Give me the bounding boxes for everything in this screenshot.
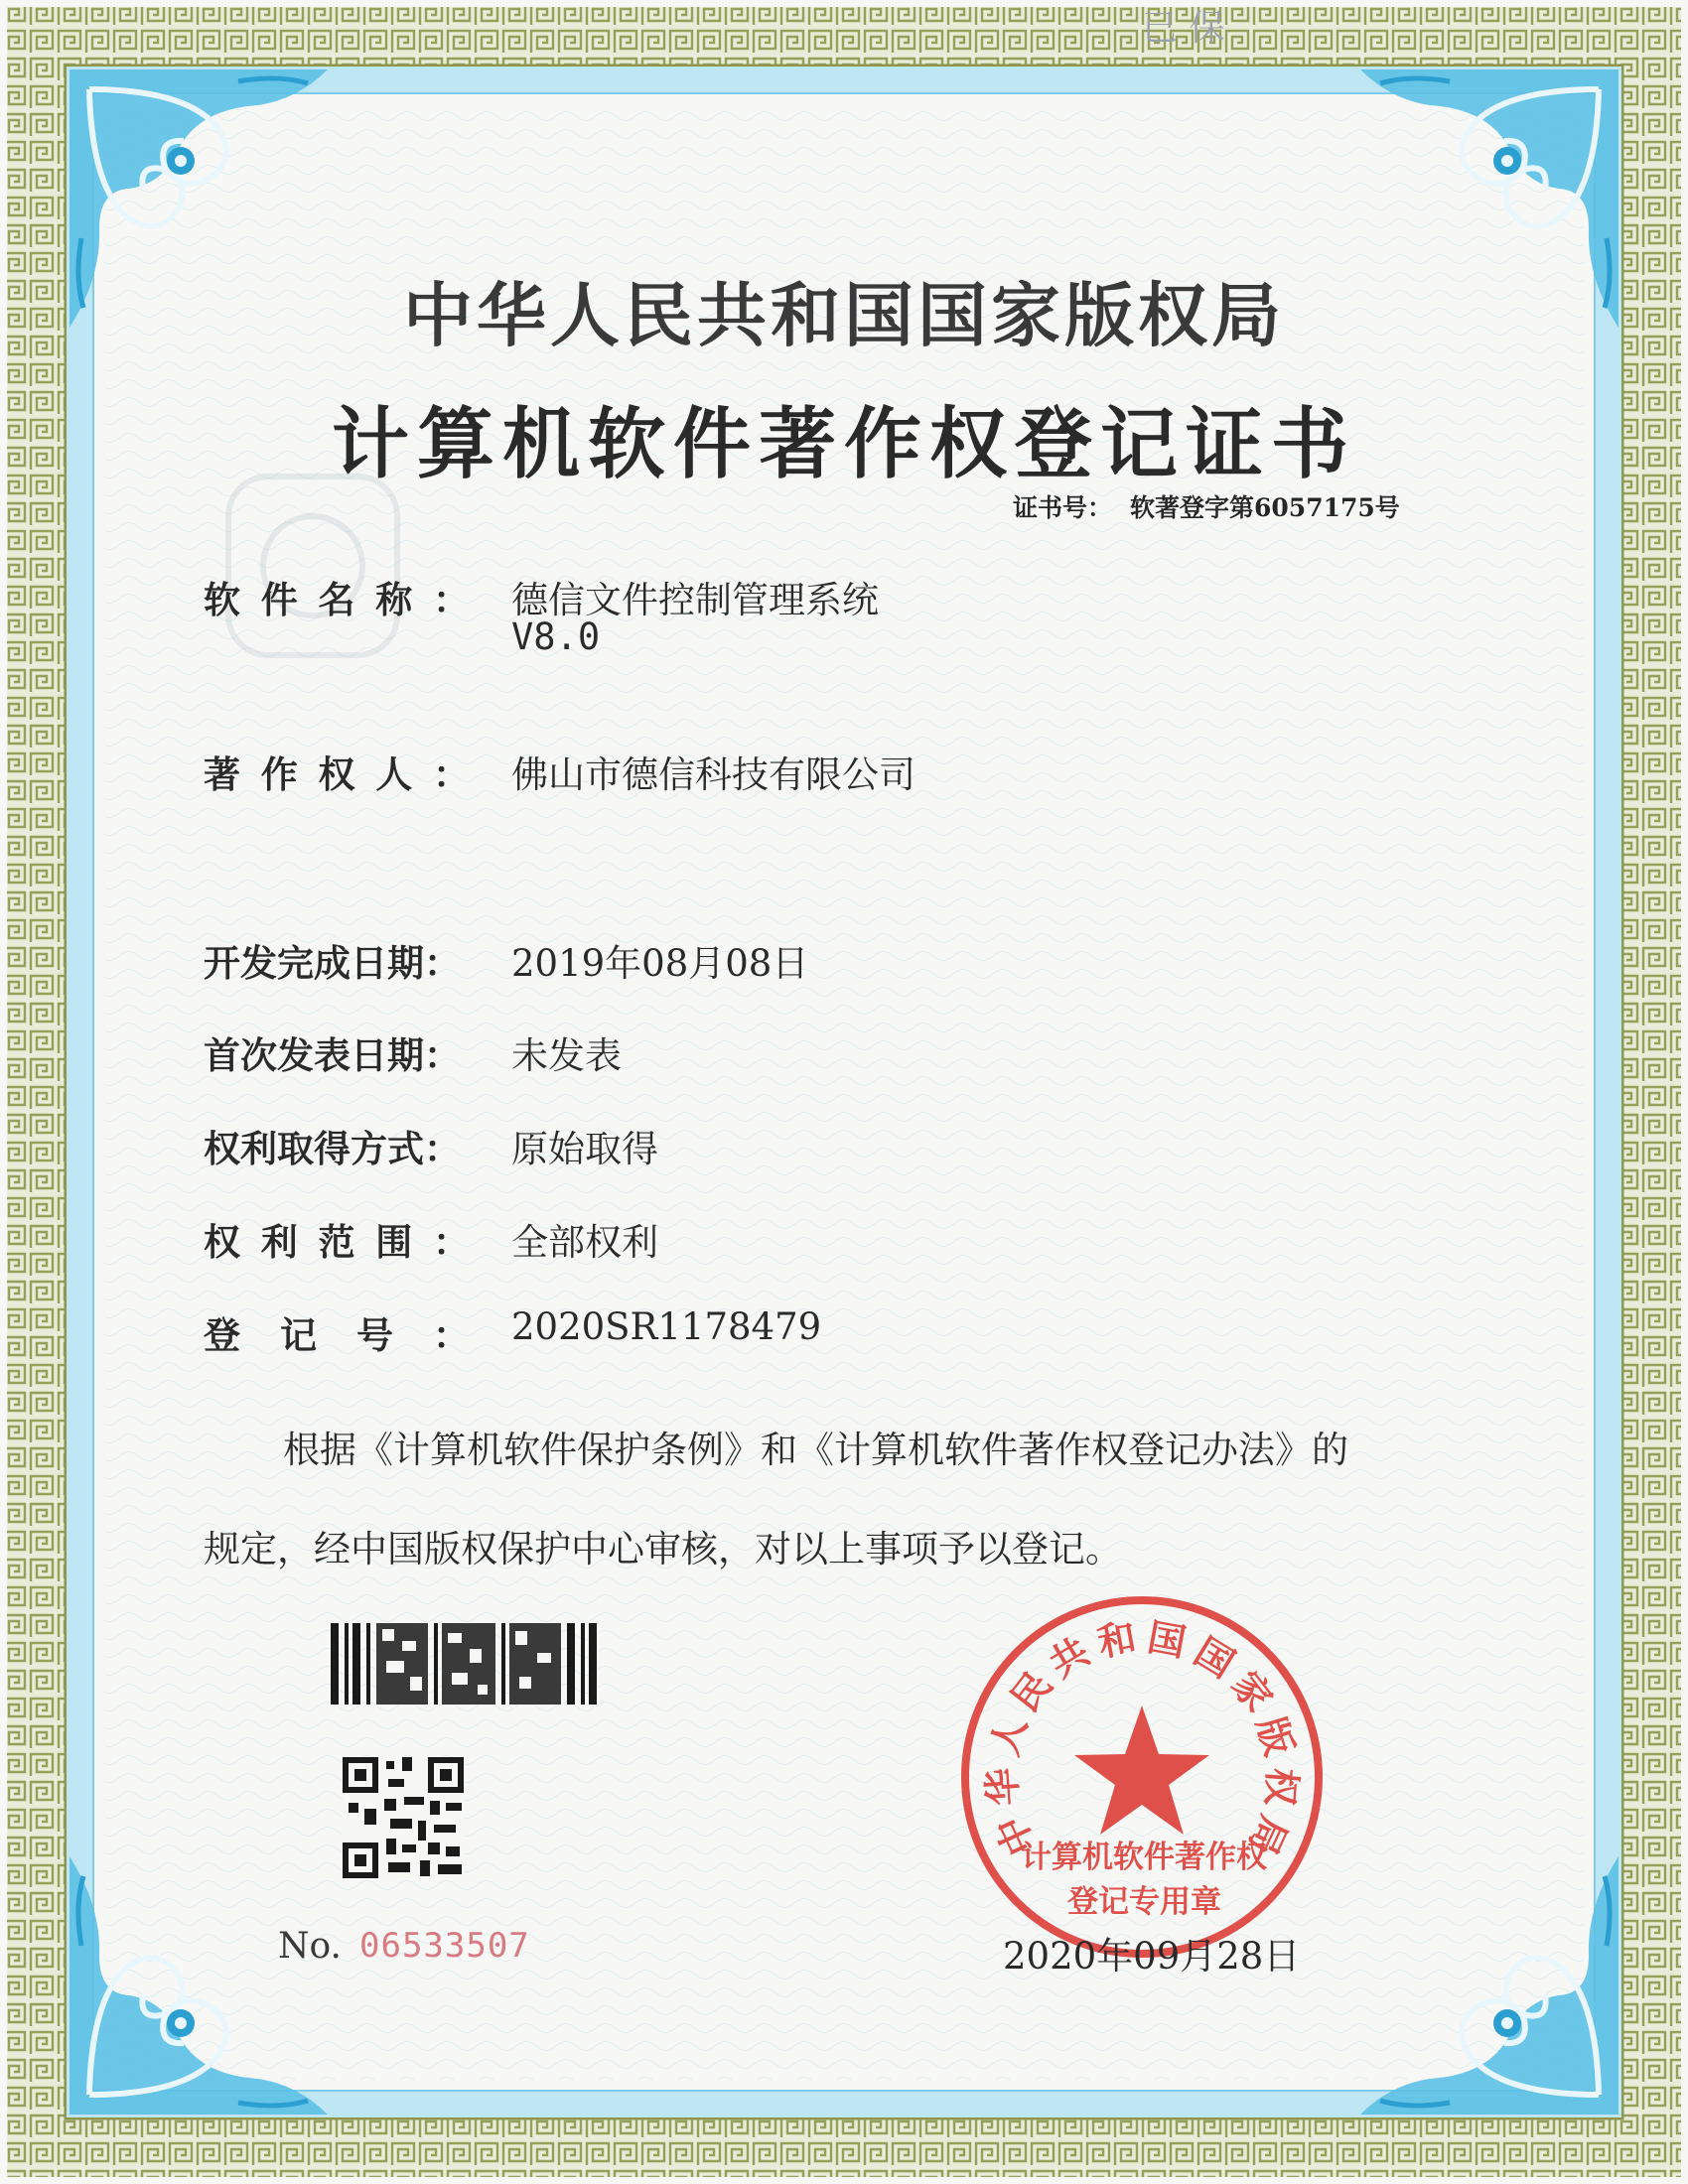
field-value-completion-date: 2019年08月08日 xyxy=(511,942,809,985)
seal-ring-char: 民 xyxy=(1003,1663,1061,1720)
field-value-acquisition-method: 原始取得 xyxy=(511,1128,658,1170)
issuer-title: 中华人民共和国国家版权局 xyxy=(403,274,1285,356)
seal-ring-char: 局 xyxy=(1239,1809,1296,1862)
field-label-acquisition-method: 权利取得方式： xyxy=(204,1127,461,1170)
qr-code xyxy=(343,1757,464,1878)
field-value-registration-number: 2020SR1178479 xyxy=(511,1305,822,1348)
field-value-first-publication-date: 未发表 xyxy=(511,1034,622,1077)
seal-ring-char: 版 xyxy=(1248,1711,1302,1762)
seal-ring-char: 和 xyxy=(1093,1615,1140,1666)
field-value-software-version: V8.0 xyxy=(511,615,601,658)
seal-ring-char: 共 xyxy=(1042,1629,1097,1688)
seal-inner-line-2: 登记专用章 xyxy=(1067,1884,1221,1920)
field-label-registration-number: 登记号： xyxy=(204,1313,470,1357)
seal-ring-char: 家 xyxy=(1222,1663,1281,1720)
handwritten-note: 已 保 xyxy=(1142,8,1225,49)
field-value-scope-of-rights: 全部权利 xyxy=(511,1221,658,1264)
seal-ring-char: 国 xyxy=(1187,1629,1242,1688)
field-label-software-name: 软件名称： xyxy=(204,578,470,621)
field-value-copyright-owner: 佛山市德信科技有限公司 xyxy=(511,753,915,796)
certificate-title: 计算机软件著作权登记证书 xyxy=(331,399,1356,489)
seal-inner-line-1: 计算机软件著作权 xyxy=(1021,1840,1267,1875)
certificate-number-value: 软著登字第6057175号 xyxy=(1130,493,1400,522)
certificate-number-label: 证书号： xyxy=(1013,493,1113,522)
seal-ring-char: 中 xyxy=(988,1809,1045,1862)
field-label-completion-date: 开发完成日期： xyxy=(204,941,461,985)
field-label-scope-of-rights: 权利范围： xyxy=(204,1220,470,1264)
issue-date: 2020年09月28日 xyxy=(1003,1935,1301,1978)
seal-ring-char: 国 xyxy=(1144,1615,1191,1666)
field-label-first-publication-date: 首次发表日期： xyxy=(204,1033,461,1077)
statement-line-2: 规定，经中国版权保护中心审核，对以上事项予以登记。 xyxy=(204,1528,1122,1570)
seal-ring-char: 人 xyxy=(982,1711,1036,1762)
seal-ring-char: 华 xyxy=(980,1766,1027,1808)
serial-number-label: No. xyxy=(278,1926,342,1967)
serial-number: 06533507 xyxy=(359,1926,530,1966)
field-value-software-name: 德信文件控制管理系统 xyxy=(511,579,879,621)
field-label-copyright-owner: 著作权人： xyxy=(204,752,470,796)
statement-line-1: 根据《计算机软件保护条例》和《计算机软件著作权登记办法》的 xyxy=(283,1429,1348,1471)
seal-ring-char: 权 xyxy=(1257,1766,1304,1808)
certificate-number xyxy=(1013,488,1400,524)
